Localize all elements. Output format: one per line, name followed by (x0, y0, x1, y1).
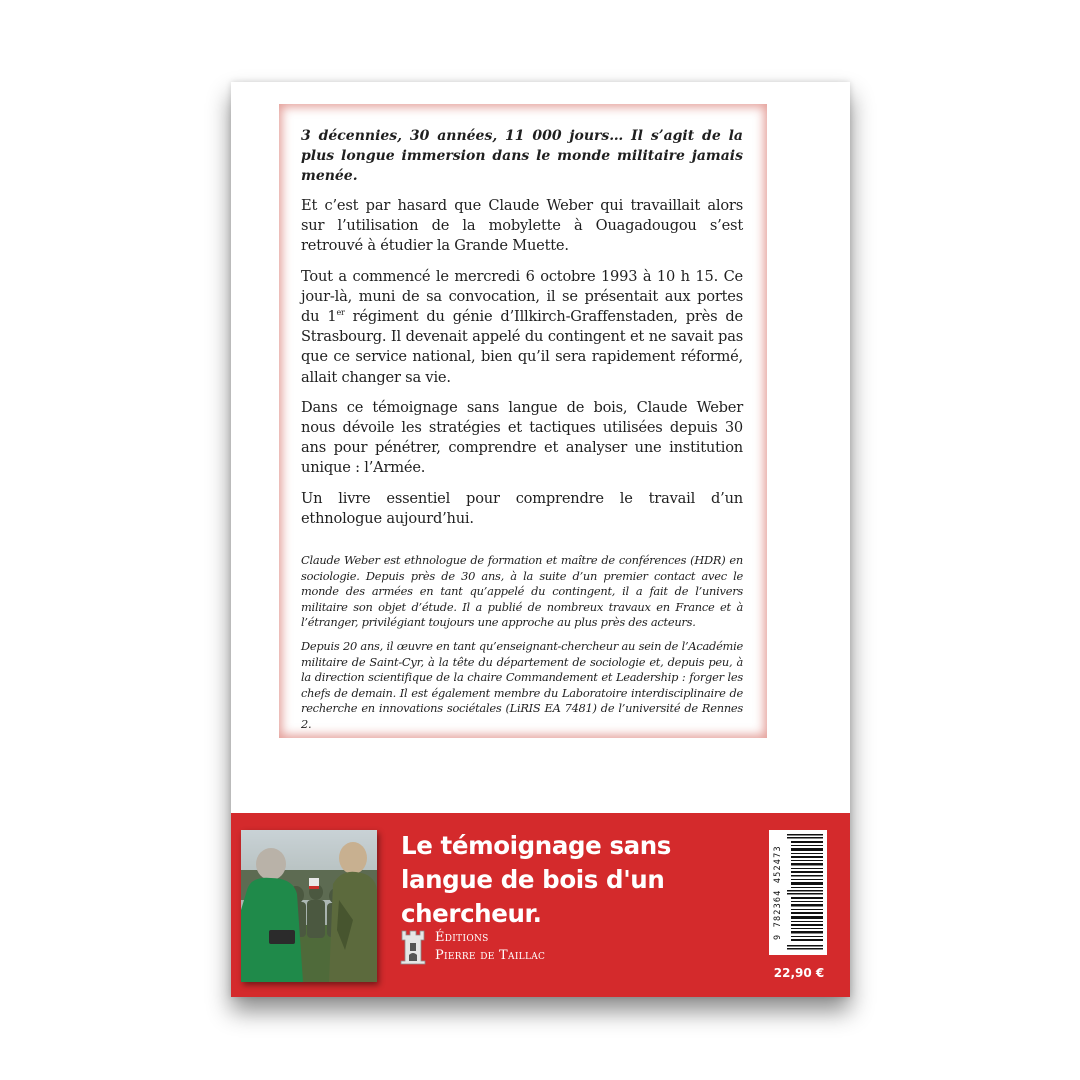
barcode (769, 830, 827, 955)
price: 22,90 € (773, 966, 825, 980)
author-bio-1: Claude Weber est ethnologue de formation et maître de conférences (HDR) en sociologie. Depuis près de 30 ans, à la suite d’un premier contact avec le monde des armées en tant qu’appelé du contingent, il a fait de l’univers militaire son objet d’étude. Il a publié de nombreux travaux en France et à l’étranger, privilégiant toujours une approche au plus près des acteurs. (301, 553, 743, 630)
publisher (399, 929, 545, 965)
back-cover (231, 82, 850, 997)
publisher-line-2: Pierre de Taillac (435, 948, 546, 963)
barcode-bars (787, 834, 823, 951)
tagline: Le témoignage sans langue de bois d'un chercheur. (401, 831, 671, 928)
paragraph-3: Dans ce témoignage sans langue de bois, Claude Weber nous dévoile les stratégies et tactiques utilisées depuis 30 ans pour pénétrer, comprendre et analyser une institution unique : l’Armée. (301, 398, 743, 477)
ordinal-sup: er (336, 308, 345, 318)
publisher-name (435, 929, 545, 965)
red-band (231, 813, 850, 997)
publisher-line-1: Éditions (435, 930, 489, 945)
author-bio-2: Depuis 20 ans, il œuvre en tant qu’enseignant-chercheur au sein de l’Académie militaire de Saint-Cyr, à la tête du département de sociologie et, depuis peu, à la direction scientifique de la chaire Commandement et Leadership : forger les chefs de demain. Il est également membre du Laboratoire interdisciplinaire de recherche en innovations sociétales (LiRIS EA 7481) de l’université de Rennes 2. (301, 639, 743, 731)
photo-illustration (241, 830, 377, 982)
barcode-digits: 9 782364 452473 (773, 845, 783, 940)
paragraph-1: Et c’est par hasard que Claude Weber qui travaillait alors sur l’utilisation de la mobylette à Ouagadougou s’est retrouvé à étudier la Grande Muette. (301, 197, 743, 255)
cover-photo (241, 830, 377, 982)
paragraph-2 (301, 267, 743, 388)
paragraph-2-start: Tout a commencé le mercredi 6 octobre 1993 à 10 h 15. Ce jour-là, muni de sa convocation, il se présentait aux portes du 1 (301, 267, 743, 326)
lead-text: 3 décennies, 30 années, 11 000 jours… Il s’agit de la plus longue immersion dans le monde militaire jamais menée. (301, 128, 743, 184)
text-block (301, 126, 743, 741)
castle-tower-icon (399, 929, 427, 965)
paragraph-4: Un livre essentiel pour comprendre le travail d’un ethnologue aujourd’hui. (301, 489, 743, 527)
paragraph-2-end: régiment du génie d’Illkirch-Graffenstaden, près de Strasbourg. Il devenait appelé du contingent et ne savait pas que ce service national, bien qu’il sera rapidement réformé, allait changer sa vie. (301, 308, 743, 386)
